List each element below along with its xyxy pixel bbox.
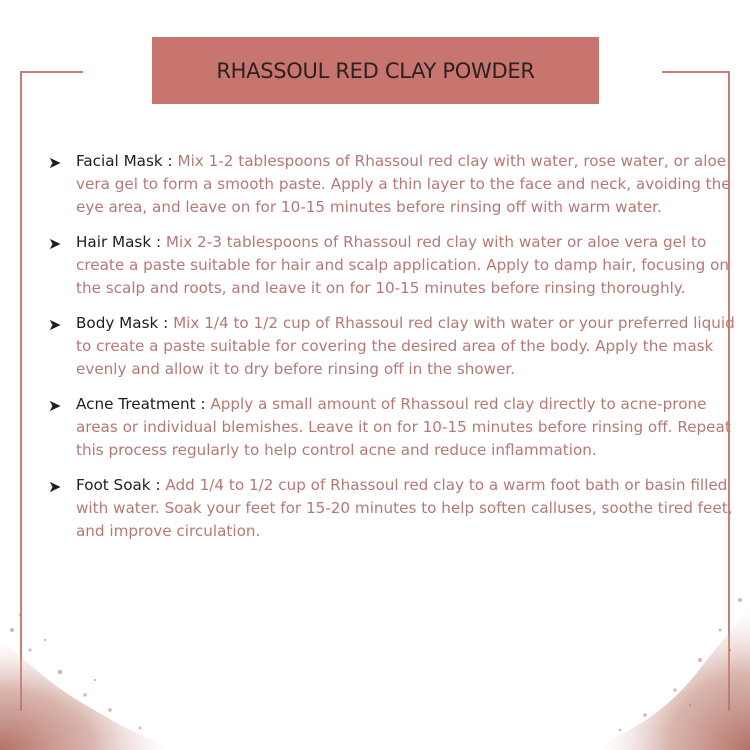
arrowhead-right-icon: ➤ [48, 153, 62, 172]
list-item-body-mask [48, 312, 738, 381]
title-banner [152, 37, 599, 104]
frame-line-top-right [662, 71, 730, 73]
item-text: Mix 2-3 tablespoons of Rhassoul red clay with water or aloe vera gel to create a paste suitable for hair and scalp application. Apply to damp hair, focusing on the scalp and roots, and leave it on for 10-15 minutes before rinsing thoroughly. [76, 233, 730, 297]
item-text: Add 1/4 to 1/2 cup of Rhassoul red clay to a warm foot bath or basin filled with water. Soak your feet for 15-20 minutes to help soften calluses, soothe tired feet, and improve circulation. [76, 476, 733, 540]
item-text: Apply a small amount of Rhassoul red clay directly to acne-prone areas or individual blemishes. Leave it on for 10-15 minutes before rinsing off. Repeat this process regularly to help control acne and reduce inflammation. [76, 395, 731, 459]
list-item-hair-mask [48, 231, 738, 300]
arrowhead-right-icon: ➤ [48, 234, 62, 253]
item-term: Facial Mask : [76, 152, 173, 170]
item-term: Body Mask : [76, 314, 169, 332]
item-term: Hair Mask : [76, 233, 162, 251]
clay-dust-left-decoration [0, 600, 170, 750]
item-term: Acne Treatment : [76, 395, 206, 413]
arrowhead-right-icon: ➤ [48, 477, 62, 496]
arrowhead-right-icon: ➤ [48, 396, 62, 415]
list-item-facial-mask [48, 150, 738, 219]
list-item-foot-soak [48, 474, 738, 543]
arrowhead-right-icon: ➤ [48, 315, 62, 334]
item-text: Mix 1/4 to 1/2 cup of Rhassoul red clay with water or your preferred liquid to create a paste suitable for covering the desired area of the body. Apply the mask evenly and allow it to dry before rinsing off in the shower. [76, 314, 735, 378]
item-term: Foot Soak : [76, 476, 161, 494]
list-item-acne-treatment [48, 393, 738, 462]
usage-list [48, 150, 738, 555]
item-text: Mix 1-2 tablespoons of Rhassoul red clay with water, rose water, or aloe vera gel to form a smooth paste. Apply a thin layer to the face and neck, avoiding the eye area, and leave on for 10-15 minutes before rinsing off with warm water. [76, 152, 731, 216]
clay-dust-right-decoration [600, 590, 750, 750]
page-title: RHASSOUL RED CLAY POWDER [216, 58, 535, 83]
frame-line-top-left [20, 71, 83, 73]
